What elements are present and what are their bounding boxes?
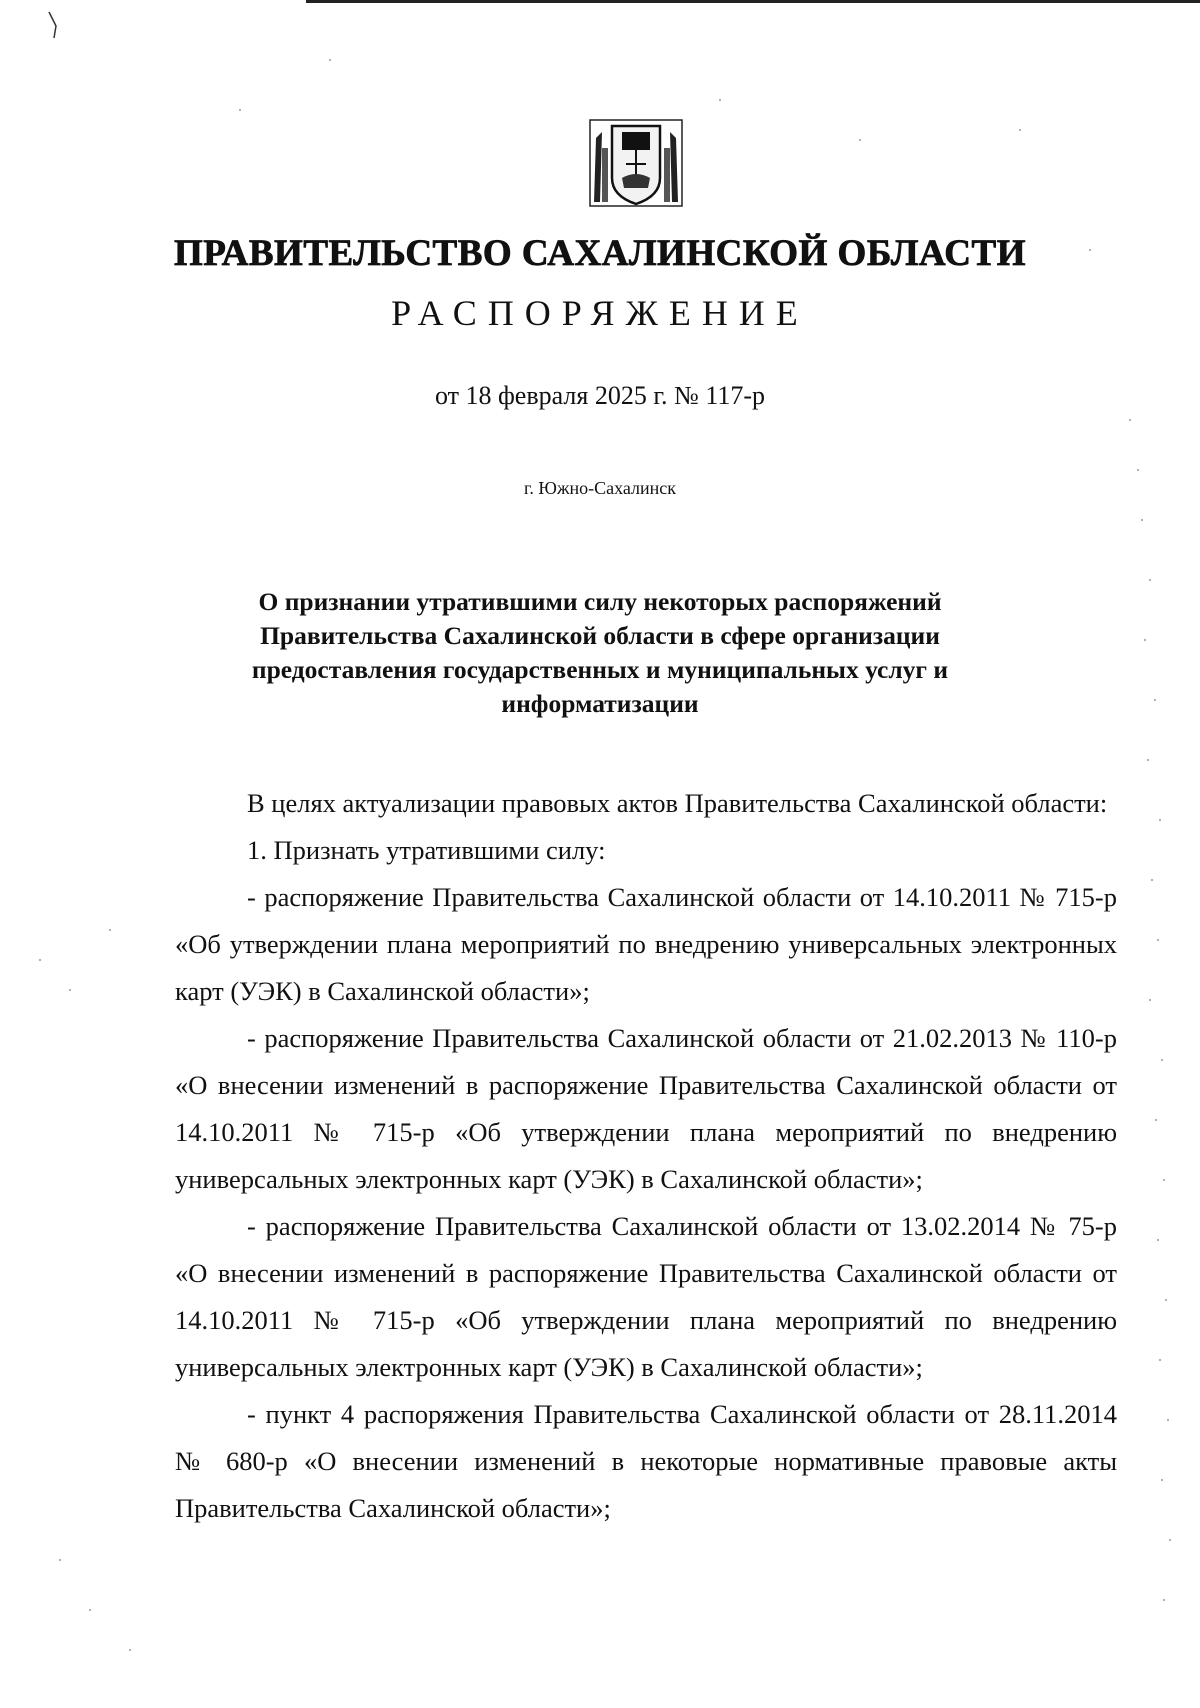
intro-paragraph: В целях актуализации правовых актов Правительства Сахалинской области: [247, 788, 1108, 818]
list-item: - распоряжение Правительства Сахалинской области от 21.02.2013 № 110-р «О внесении изменений в распоряжение Правительства Сахалинской области от 14.10.2011 № 715-р «Об утверждении плана мероприятий по внедрению универсальных электронных карт (УЭК) в Сахалинской области»; [175, 1023, 1117, 1194]
document-body [175, 780, 1117, 1532]
point-1-paragraph: 1. Признать утратившими силу: [247, 835, 606, 865]
sakhalin-coat-of-arms-icon [588, 118, 684, 210]
document-date-number: от 18 февраля 2025 г. № 117-р [434, 381, 766, 410]
scan-top-rule [306, 0, 1200, 3]
organization-title: ПРАВИТЕЛЬСТВО САХАЛИНСКОЙ ОБЛАСТИ [174, 233, 1026, 274]
document-place: г. Южно-Сахалинск [523, 478, 677, 498]
list-item: - пункт 4 распоряжения Правительства Сахалинской области от 28.11.2014 № 680-р «О внесении изменений в некоторые нормативные правовые акты Правительства Сахалинской области»; [175, 1399, 1117, 1523]
scan-artifact-mark [46, 10, 68, 40]
document-heading: О признании утратившими силу некоторых распоряжений Правительства Сахалинской области в сфере организации предоставления государственных и муниципальных услуг и информатизации [251, 587, 949, 718]
document-type: РАСПОРЯЖЕНИЕ [391, 293, 809, 333]
list-item: - распоряжение Правительства Сахалинской области от 13.02.2014 № 75-р «О внесении изменений в распоряжение Правительства Сахалинской области от 14.10.2011 № 715-р «Об утверждении плана мероприятий по внедрению универсальных электронных карт (УЭК) в Сахалинской области»; [175, 1211, 1117, 1382]
list-item: - распоряжение Правительства Сахалинской области от 14.10.2011 № 715-р «Об утверждении плана мероприятий по внедрению универсальных электронных карт (УЭК) в Сахалинской области»; [175, 882, 1117, 1006]
